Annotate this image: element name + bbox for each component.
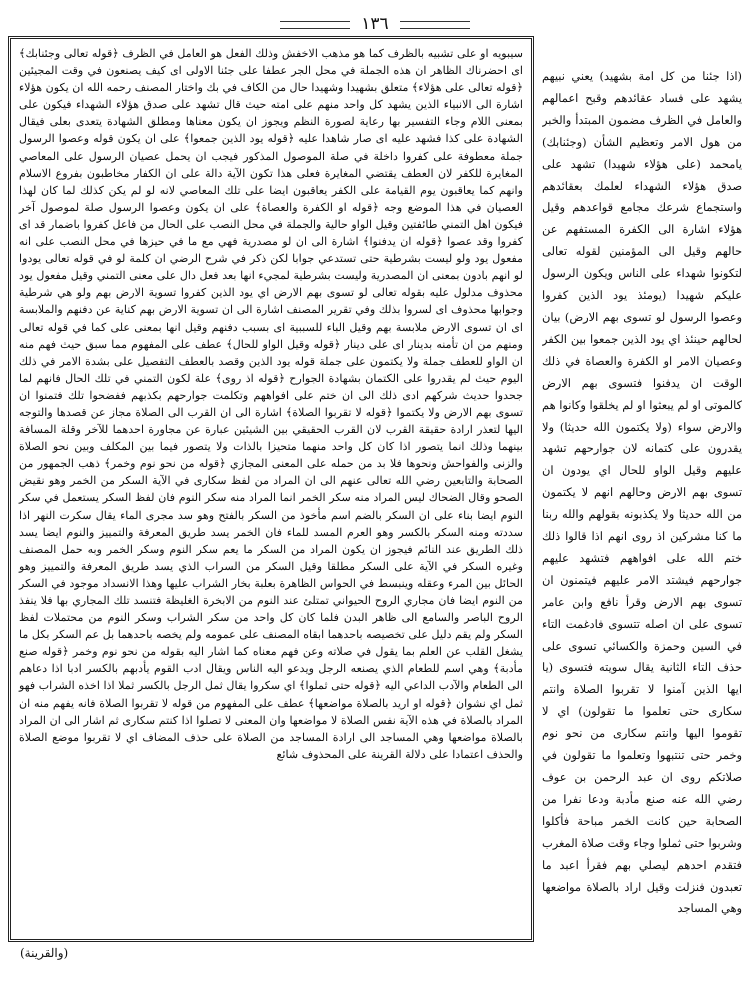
page-number: ١٣٦: [361, 14, 389, 34]
tafsir-text: (اذا جئنا من كل امة بشهيد) يعني نبيهم يشهد على فساد عقائدهم وقبح اعمالهم والعامل في الظرف مضمون المبتدأ والخبر من هول الامر وتعظيم الشأن (وجئنابك) يامحمد (على هؤلاء شهيدا) تشهد على صدق هؤلاء الشهداء لعلمك بعقائدهم واستجماع شرعك مجامع قواعدهم وقيل هؤلاء اشارة الى الكفرة المستفهم عن حالهم وقيل الى المؤمنين لقوله تعالى لتكونوا شهداء على الناس ويكون الرسول عليكم شهيدا (يومئذ يود الذين كفروا وعصوا الرسول لو تسوى بهم الارض) بيان لحالهم حينئذ اي يود الذين جمعوا بين الكفر وعصيان الامر او الكفرة والعصاة في ذلك الوقت ان يدفنوا فتسوى بهم الارض كالموتى او لم يبعثوا او لم يخلقوا وكانوا هم والارض سواء (ولا يكتمون الله حديثا) ولا يقدرون على كتمانه لان جوارحهم تشهد عليهم وقيل الواو للحال اي يودون ان تسوى بهم الارض وحالهم انهم لا يكتمون من الله حديثا ولا يكذبونه بقولهم والله ربنا ما كنا مشركين اذ روى انهم اذا قالوا ذلك ختم الله على افواههم فتشهد عليهم جوارحهم فيشتد الامر عليهم فيتمنون ان تسوى بهم الارض وقرأ نافع وابن عامر تسوى على ان اصله تتسوى فادغمت التاء في السين وحمزة والكسائي تسوى على حذف التاء الثانية يقال سويته فتسوى (يا ايها الذين آمنوا لا تقربوا الصلاة وانتم سكارى حتى تعلموا ما تقولون) اي لا تقوموا اليها وانتم سكارى من نحو نوم وخمر حتى تنتبهوا وتعلموا ما تقولون في صلاتكم روى ان عبد الرحمن بن عوف رضي الله عنه صنع مأدبة ودعا نفرا من الصحابة حين كانت الخمر مباحة فأكلوا وشربوا حتى ثملوا وجاء وقت صلاة المغرب فتقدم احدهم ليصلي بهم فقرأ اعبد ما تعبدون فنزلت وقيل اراد بالصلاة مواضعها وهي المساجد: [542, 69, 742, 916]
header-ornament-left: [400, 21, 470, 29]
catchword: (والقرينة): [20, 946, 69, 960]
commentary-frame: [8, 36, 534, 942]
page-header: [0, 14, 750, 34]
commentary-text: [19, 45, 523, 763]
header-ornament-right: [280, 21, 350, 29]
tafsir-column: [542, 66, 742, 936]
commentary-paragraph: سيبويه او على تشبيه بالظرف كما هو مذهب الاخفش وذلك الفعل هو العامل في الظرف ﴿قوله تعالى وجئنابك﴾ اى احضرناك الظاهر ان هذه الجملة في محل الجر عطفا على جئنا الاولى اى كيف يصنعون في وقت المجيئين ﴿قوله تعالى على هؤلاء﴾ متعلق بشهيدا وشهيدا حال من الكاف في بك واختار المصنف رحمه الله ان يكون هؤلاء اشارة الى الانبياء الذين يشهد كل واحد منهم على امته حيث قال تشهد على صدق هؤلاء الشهداء فيكون على بمعنى اللام وجاء التفسير بها رعاية لصورة النظم ويجوز ان يكون معناها ومطلق الشهادة يتعدى بعلى فيقال الشهادة على كذا فشهد عليه اى صار شاهدا عليه ﴿قوله يود الذين جمعوا﴾ على ان يكون قوله وعصوا الرسول جملة معطوفة على كفروا داخلة في صلة الموصول المذكور فيجب ان يحمل عصيان الرسول على المعاصي المغايرة للكفر لان العطف يقتضي المغايرة فعلى هذا تكون الآية دالة على ان الكفار مخاطبون بفروع الاسلام وانهم كما يعاقبون يوم القيامة على الكفر يعاقبون ايضا على تلك المعاصي لانه لو لم يكن كذلك لما كان لهذا العصيان في هذا الموضع وجه ﴿قوله او الكفرة والعصاة﴾ على ان يكون وعصوا الرسول صلة لموصول آخر فيكون اهل التمني طائفتين وقيل الواو حالية والجملة في محل النصب على الحال من فاعل كفروا باضمار قد اى كفروا وقد عصوا ﴿قوله ان يدفنوا﴾ اشارة الى ان لو مصدرية فهي مع ما في حيزها في محل النصب على انه مفعول يود ولو ليست بشرطية حتى تستدعي جوابا لكن ذكر في شرح الرضي ان كلمة لو في قوله تعالى يودوا لو انهم بادون بمعنى ان المصدرية وليست بشرطية لمجيء انها بعد فعل دال على معنى التمني وقيل مفعول يود محذوف مدلول عليه بقوله تعالى لو تسوى بهم الارض اي يود الذين كفروا تسوية الارض بهم ولو هي شرطية وجوابها محذوف اى لسروا بذلك وفي تقرير المصنف اشارة الى ان تسوية الارض بهم كناية عن دفنهم والملابسة اى ان تسوى الارض ملابسة بهم وقيل الباء للسببية اى بسبب دفنهم وقيل انها بمعنى على كما في قوله تعالى ومنهم من ان تأمنه بدينار اى على دينار ﴿قوله وقيل الواو للحال﴾ عطف على المفهوم مما سبق حيث فهم منه ان الواو للعطف جملة ولا يكتمون على جملة قوله يود الذين وقصد بالعطف التفصيل على بشدة الامر في ذلك اليوم حيث لم يقدروا على الكتمان بشهادة الجوارح ﴿قوله اذ روى﴾ علة لكون التمني في تلك الحال فانهم لما جحدوا حديث شركهم ادى ذلك الى ان ختم على افواههم وتكلمت جوارحهم بكذبهم ففضحوا تلك فتمنوا ان تسوى بهم الارض ولا يكتموا ﴿قوله لا تقربوا الصلاة﴾ اشارة الى ان القرب الى الصلاة مجاز عن قصدها والتوجه اليها لتعذر ارادة حقيقة القرب لان القرب الحقيقي بين الشيئين عبارة عن مجاورة احدهما للآخر وقلة المسافة بينهما وذلك انما يتصور اذا كان كل واحد منهما متحيزا بالذات ولا يتصور فيما بين المكلف وبين نحو الصلاة والزنى والفواحش ونحوها فلا بد من حمله على المعنى المجازي ﴿قوله من نحو نوم وخمر﴾ ذهب الجمهور من الصحابة والتابعين رضي الله تعالى عنهم الى ان المراد من لفظ سكارى في الآية السكر من الخمر وهو نقيض الصحو وقال الضحاك ليس المراد منه سكر الخمر انما المراد منه سكر النوم فان لفظ السكر يستعمل في سكر النوم ايضا بناء على ان السكر بالضم اسم مأخوذ من السكر بالفتح وهو سد مجرى الماء يقال سكرت النهر اذا سددته ومنه السكر بالكسر وهو العرم المسد للماء فان الخمر يسد طريق المعرفة والتمييز والنوم ايضا يسد ذلك الطريق عند النائم فيجوز ان يكون المراد من السكر ما يعم سكر النوم وسكر الخمر وبه حمل المصنف وغيره السكر في الآية على السكر مطلقا وقيل السكر من السراب الذي يسد طريق المعرفة والتمييز وهو الحائل بين المرء وعقله وينبسط في الحواس الظاهرة بعلبة بخار الشراب عليها وهذا الانسداد موجود في السكر من النوم ايضا فان مجاري الروح الحيواني تمتلئ عند النوم من الابخرة الغليظة فتنسد تلك المجاري بها فلا ينفذ الروح الباصر والسامع الى ظاهر البدن فلما كان كل واحد من سكر الشراب وسكر النوم من محتملات لفظ السكر ولم يقم دليل على تخصيصه باحدهما ابقاه المصنف على عمومه ولم يخصه باحدهما بل عم السكر بكل ما يشغل القلب عن العلم بما يقول في صلاته وعن فهم معناه كما اشار اليه بقوله من نحو نوم وخمر ﴿قوله صنع مأدبة﴾ وهي اسم للطعام الذي يصنعه الرجل ويدعو اليه الناس ويقال ادب القوم يأدبهم بالكسر ادبا اذا دعاهم الى الطعام والآدب الداعي اليه ﴿قوله حتى ثملوا﴾ اي سكروا يقال ثمل الرجل بالكسر ثملا اذا اخذه الشراب فهو ثمل اي نشوان ﴿قوله او اريد بالصلاة مواضعها﴾ عطف على المفهوم من قوله لا تقربوا الصلاة فانه يفهم منه ان المراد بالصلاة في هذه الآية نفس الصلاة لا مواضعها وان المعنى لا تصلوا اذا كنتم سكارى ثم اشار الى ان المراد بالصلاة مواضعها وهي المساجد الى ارادة المساجد من الصلاة على حذف المضاف اي لا تقربوا موضع الصلاة والحذف اعتمادا على دلالة القرينة على المحذوف شائع: [19, 47, 523, 761]
